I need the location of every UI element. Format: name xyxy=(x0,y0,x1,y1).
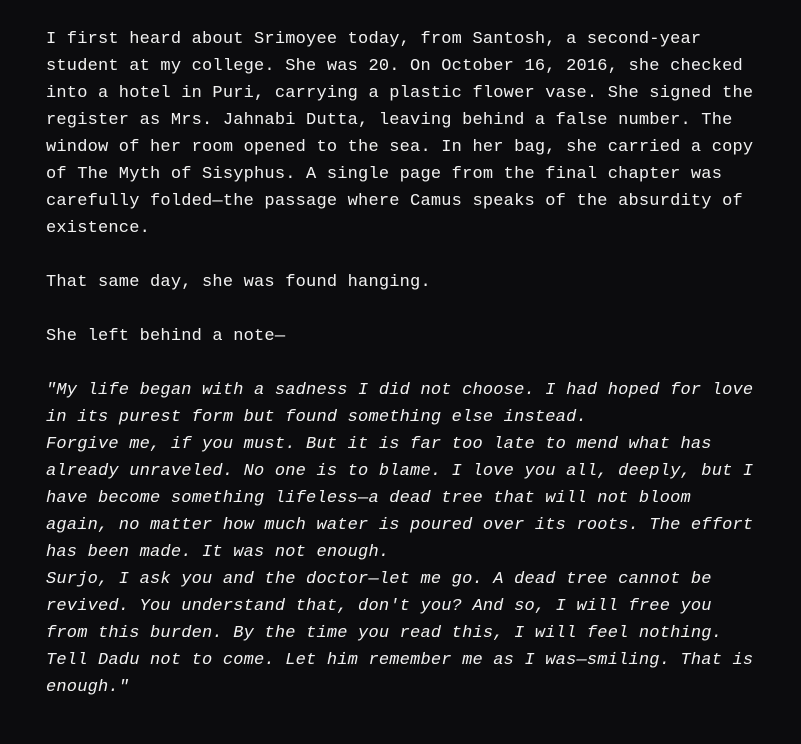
note-intro-paragraph: She left behind a note— xyxy=(46,327,286,346)
note-paragraph-3: Surjo, I ask you and the doctor—let me go. A dead tree cannot be revived. You understand that, don't you? And so, I will free you from this burden. By the time you read this, I will feel nothing. Tell Dadu not to come. Let him remember me as I was—smiling. That is enough." xyxy=(46,570,754,697)
found-paragraph: That same day, she was found hanging. xyxy=(46,273,431,292)
intro-paragraph: I first heard about Srimoyee today, from Santosh, a second-year student at my college. She was 20. On October 16, 2016, she checked into a hotel in Puri, carrying a plastic flower vase. She signed the register as Mrs. Jahnabi Dutta, leaving behind a false number. The window of her room opened to the sea. In her bag, she carried a copy of The Myth of Sisyphus. A single page from the final chapter was carefully folded—the passage where Camus speaks of the absurdity of existence. xyxy=(46,30,754,238)
note-paragraph-2: Forgive me, if you must. But it is far too late to mend what has already unraveled. No one is to blame. I love you all, deeply, but I have become something lifeless—a dead tree that will not bloom again, no matter how much water is poured over its roots. The effort has been made. It was not enough. xyxy=(46,435,754,562)
suicide-note xyxy=(46,377,761,701)
note-paragraph-1: "My life began with a sadness I did not choose. I had hoped for love in its purest form but found something else instead. xyxy=(46,381,754,427)
